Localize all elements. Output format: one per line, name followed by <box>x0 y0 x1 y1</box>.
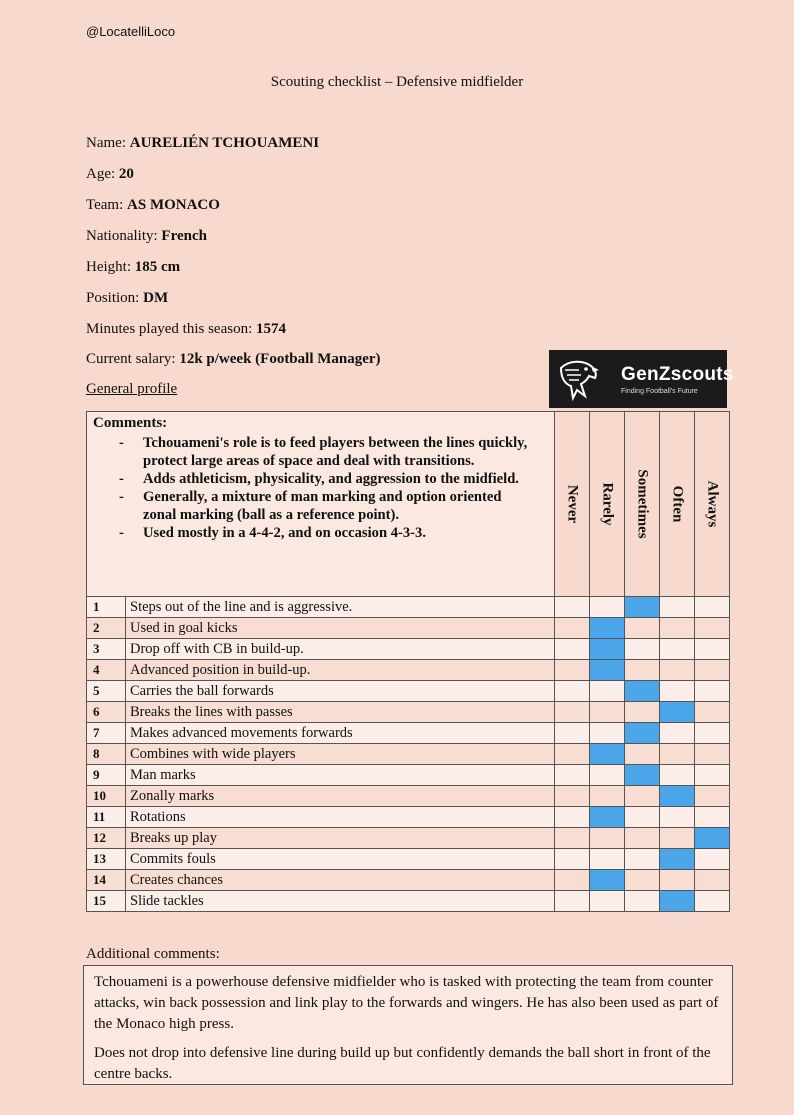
criteria-number: 7 <box>87 723 126 744</box>
rating-cell-often <box>660 681 695 702</box>
height-value: 185 cm <box>134 259 181 275</box>
rating-cell-often <box>660 744 695 765</box>
rating-cell-sometimes <box>625 849 660 870</box>
nationality-field: Nationality: French <box>86 228 207 244</box>
rating-cell-never <box>555 807 590 828</box>
rating-cell-always-selected <box>695 828 730 849</box>
position-value: DM <box>143 290 169 306</box>
criteria-row <box>87 681 730 702</box>
criteria-label: Rotations <box>126 807 555 828</box>
rating-cell-never <box>555 597 590 618</box>
rating-cell-rarely <box>590 765 625 786</box>
criteria-number: 4 <box>87 660 126 681</box>
comment-item: - Generally, a mixture of man marking and option oriented zonal marking (ball as a reference point). <box>87 488 554 524</box>
general-profile-heading: General profile <box>86 381 178 397</box>
rating-cell-sometimes <box>625 744 660 765</box>
criteria-row <box>87 891 730 912</box>
rating-cell-often-selected <box>660 702 695 723</box>
criteria-body <box>87 597 730 912</box>
comments-cell <box>87 412 555 597</box>
rating-cell-never <box>555 639 590 660</box>
criteria-row <box>87 765 730 786</box>
name-value: AURELIÉN TCHOUAMENI <box>129 135 320 151</box>
document-title: Scouting checklist – Defensive midfielder <box>270 74 524 90</box>
rating-cell-always <box>695 849 730 870</box>
rating-cell-rarely-selected <box>590 807 625 828</box>
additional-paragraph: Tchouameni is a powerhouse defensive midfielder who is tasked with protecting the team from counter attacks, win back possession and link play to the forwards and wingers. He has also been used as part of the Monaco high press. <box>94 974 719 1032</box>
rating-cell-always <box>695 765 730 786</box>
rating-cell-sometimes <box>625 618 660 639</box>
rating-cell-always <box>695 597 730 618</box>
criteria-label: Combines with wide players <box>126 744 555 765</box>
comment-item: - Tchouameni's role is to feed players between the lines quickly, protect large areas of space and deal with transitions. <box>87 434 554 470</box>
genzscouts-logo <box>549 350 734 408</box>
rating-cell-often <box>660 723 695 744</box>
additional-comments-box <box>83 965 733 1085</box>
rating-cell-sometimes <box>625 891 660 912</box>
rating-cell-never <box>555 660 590 681</box>
criteria-label: Used in goal kicks <box>126 618 555 639</box>
rating-cell-never <box>555 681 590 702</box>
rating-cell-rarely-selected <box>590 618 625 639</box>
criteria-number: 12 <box>87 828 126 849</box>
criteria-label: Zonally marks <box>126 786 555 807</box>
rating-cell-never <box>555 786 590 807</box>
rating-cell-sometimes <box>625 870 660 891</box>
rating-cell-never <box>555 849 590 870</box>
criteria-label: Creates chances <box>126 870 555 891</box>
additional-comments-label: Additional comments: <box>86 946 220 962</box>
scale-header-rarely: Rarely <box>590 412 625 597</box>
rating-cell-always <box>695 786 730 807</box>
rating-cell-always <box>695 723 730 744</box>
criteria-label: Drop off with CB in build-up. <box>126 639 555 660</box>
rating-cell-rarely <box>590 597 625 618</box>
rating-cell-always <box>695 660 730 681</box>
scale-header-sometimes: Sometimes <box>625 412 660 597</box>
rating-cell-always <box>695 870 730 891</box>
rating-cell-sometimes <box>625 639 660 660</box>
team-field: Team: AS MONACO <box>86 197 220 213</box>
rating-cell-rarely <box>590 828 625 849</box>
rating-cell-sometimes-selected <box>625 681 660 702</box>
rating-cell-rarely <box>590 786 625 807</box>
rating-cell-never <box>555 828 590 849</box>
rating-cell-sometimes-selected <box>625 597 660 618</box>
rating-cell-always <box>695 618 730 639</box>
checklist-table <box>86 411 730 912</box>
header-row <box>87 412 730 597</box>
criteria-number: 9 <box>87 765 126 786</box>
rating-cell-often-selected <box>660 849 695 870</box>
criteria-number: 5 <box>87 681 126 702</box>
criteria-row <box>87 618 730 639</box>
minutes-value: 1574 <box>255 321 286 337</box>
rating-cell-sometimes <box>625 828 660 849</box>
criteria-number: 2 <box>87 618 126 639</box>
criteria-number: 15 <box>87 891 126 912</box>
criteria-number: 6 <box>87 702 126 723</box>
rating-cell-always <box>695 744 730 765</box>
name-field: Name: AURELIÉN TCHOUAMENI <box>86 135 320 151</box>
additional-paragraph: Does not drop into defensive line during build up but confidently demands the ball short in front of the centre backs. <box>94 1045 711 1082</box>
rating-cell-sometimes-selected <box>625 765 660 786</box>
author-handle: @LocatelliLoco <box>86 24 176 39</box>
criteria-label: Makes advanced movements forwards <box>126 723 555 744</box>
rating-cell-always <box>695 681 730 702</box>
rating-cell-often <box>660 807 695 828</box>
criteria-row <box>87 639 730 660</box>
rating-cell-sometimes <box>625 807 660 828</box>
comment-item: - Used mostly in a 4-4-2, and on occasion 4-3-3. <box>87 524 554 542</box>
rating-cell-often <box>660 828 695 849</box>
criteria-row <box>87 723 730 744</box>
criteria-row <box>87 744 730 765</box>
scale-header-often: Often <box>660 412 695 597</box>
criteria-row <box>87 786 730 807</box>
logo-brand: GenZscouts <box>621 364 734 385</box>
rating-cell-never <box>555 723 590 744</box>
criteria-row <box>87 702 730 723</box>
criteria-label: Slide tackles <box>126 891 555 912</box>
rating-cell-rarely-selected <box>590 870 625 891</box>
age-field: Age: 20 <box>86 166 134 182</box>
height-field: Height: 185 cm <box>86 259 181 275</box>
criteria-number: 10 <box>87 786 126 807</box>
salary-field: Current salary: 12k p/week (Football Manager) <box>86 351 381 367</box>
criteria-row <box>87 870 730 891</box>
comments-list <box>87 434 554 542</box>
criteria-label: Commits fouls <box>126 849 555 870</box>
rating-cell-often-selected <box>660 786 695 807</box>
criteria-number: 8 <box>87 744 126 765</box>
criteria-row <box>87 597 730 618</box>
nationality-value: French <box>161 228 207 244</box>
criteria-row <box>87 660 730 681</box>
criteria-number: 11 <box>87 807 126 828</box>
rating-cell-never <box>555 870 590 891</box>
criteria-row <box>87 828 730 849</box>
rating-cell-never <box>555 744 590 765</box>
rating-cell-always <box>695 639 730 660</box>
rating-cell-often <box>660 765 695 786</box>
rating-cell-often <box>660 660 695 681</box>
rating-cell-rarely <box>590 723 625 744</box>
minutes-field: Minutes played this season: 1574 <box>86 321 286 337</box>
rating-cell-never <box>555 618 590 639</box>
rating-cell-rarely-selected <box>590 639 625 660</box>
rating-cell-rarely <box>590 891 625 912</box>
rating-cell-always <box>695 807 730 828</box>
criteria-label: Carries the ball forwards <box>126 681 555 702</box>
rating-cell-rarely-selected <box>590 744 625 765</box>
criteria-number: 3 <box>87 639 126 660</box>
rating-cell-rarely-selected <box>590 660 625 681</box>
rating-cell-often <box>660 639 695 660</box>
rating-cell-never <box>555 891 590 912</box>
rating-cell-rarely <box>590 702 625 723</box>
age-value: 20 <box>118 166 134 182</box>
logo-tagline: Finding Football's Future <box>621 388 698 395</box>
criteria-number: 13 <box>87 849 126 870</box>
criteria-label: Steps out of the line and is aggressive. <box>126 597 555 618</box>
criteria-row <box>87 849 730 870</box>
scale-header-never: Never <box>555 412 590 597</box>
criteria-number: 14 <box>87 870 126 891</box>
rating-cell-never <box>555 765 590 786</box>
criteria-row <box>87 807 730 828</box>
rating-cell-rarely <box>590 681 625 702</box>
eagle-icon <box>555 356 601 402</box>
team-value: AS MONACO <box>127 197 220 213</box>
rating-cell-often <box>660 618 695 639</box>
position-field: Position: DM <box>86 290 169 306</box>
criteria-label: Breaks the lines with passes <box>126 702 555 723</box>
rating-cell-always <box>695 891 730 912</box>
criteria-label: Man marks <box>126 765 555 786</box>
comment-item: - Adds athleticism, physicality, and aggression to the midfield. <box>87 470 554 488</box>
rating-cell-sometimes-selected <box>625 723 660 744</box>
criteria-label: Advanced position in build-up. <box>126 660 555 681</box>
rating-cell-sometimes <box>625 660 660 681</box>
rating-cell-often <box>660 870 695 891</box>
criteria-label: Breaks up play <box>126 828 555 849</box>
scale-header-always: Always <box>695 412 730 597</box>
rating-cell-never <box>555 702 590 723</box>
rating-cell-often-selected <box>660 891 695 912</box>
rating-cell-rarely <box>590 849 625 870</box>
rating-cell-always <box>695 702 730 723</box>
rating-cell-sometimes <box>625 702 660 723</box>
criteria-number: 1 <box>87 597 126 618</box>
salary-value: 12k p/week (Football Manager) <box>179 351 381 367</box>
rating-cell-sometimes <box>625 786 660 807</box>
comments-heading: Comments: <box>93 415 168 431</box>
rating-cell-often <box>660 597 695 618</box>
